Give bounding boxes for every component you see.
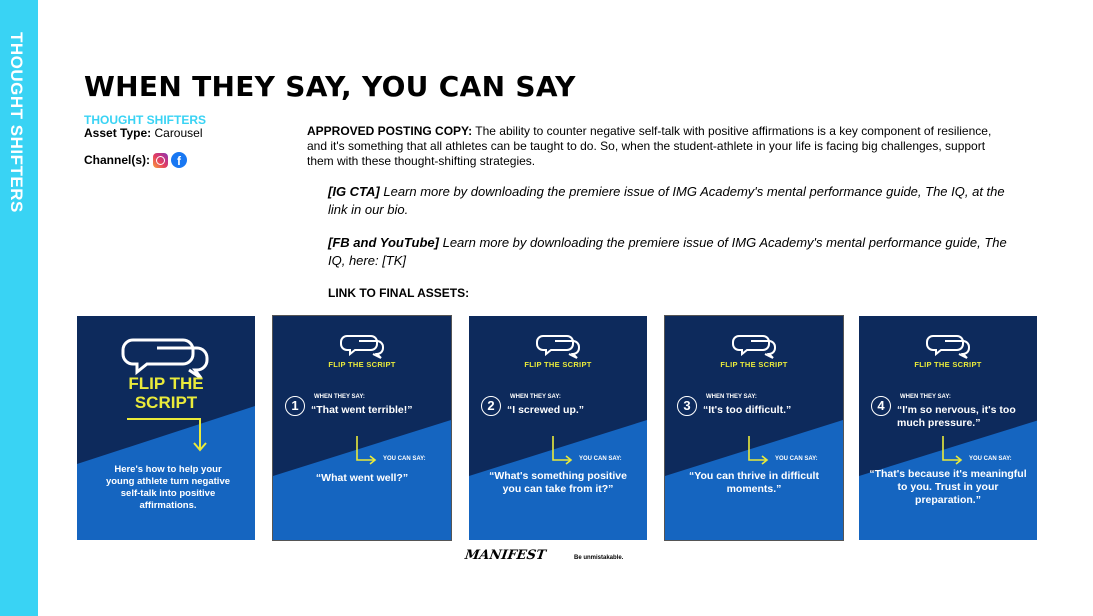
facebook-icon[interactable]: f [171, 152, 187, 168]
flip-label: FLIP THE SCRIPT [524, 360, 592, 369]
asset-type-value: Carousel [151, 126, 203, 140]
ig-cta-text: Learn more by downloading the premiere issue of IMG Academy's mental performance guide, The IQ, at the link in our bio. [328, 184, 1005, 217]
step-number: 3 [677, 396, 697, 416]
carousel-card-1 [273, 316, 451, 540]
you-can-say-label: YOU CAN SAY: [383, 456, 426, 462]
you-can-say-label: YOU CAN SAY: [775, 456, 818, 462]
fb-cta [328, 234, 1018, 270]
ig-cta-label: [IG CTA] [328, 184, 380, 199]
you-can-say-label: YOU CAN SAY: [579, 456, 622, 462]
you-say-text: “That's because it's meaningful to you. Trust in your preparation.” [869, 468, 1027, 506]
channels [84, 152, 187, 168]
you-say-text: “You can thrive in difficult moments.” [689, 470, 819, 495]
flip-label: FLIP THE SCRIPT [914, 360, 982, 369]
flip-label: FLIP THE SCRIPT [720, 360, 788, 369]
fb-cta-label: [FB and YouTube] [328, 235, 439, 250]
they-say-text: “I screwed up.” [507, 404, 585, 416]
flip-label: FLIP THE SCRIPT [328, 360, 396, 369]
you-say-text: “What's something positive you can take from it?” [489, 470, 627, 495]
when-they-say-label: WHEN THEY SAY: [706, 394, 757, 400]
ig-cta [328, 183, 1018, 219]
manifest-logo: MANIFEST [463, 548, 547, 563]
step-number: 1 [285, 396, 305, 416]
card-background [273, 316, 451, 540]
page-title: WHEN THEY SAY, YOU CAN SAY [84, 70, 576, 103]
copy-label: APPROVED POSTING COPY: [307, 124, 473, 138]
they-say-text: “It's too difficult.” [703, 404, 792, 416]
sidebar-label: THOUGHT SHIFTERS [7, 32, 26, 213]
you-say-text: “What went well?” [315, 472, 409, 484]
fb-cta-text: Learn more by downloading the premiere issue of IMG Academy's mental performance guide, The IQ, here: [TK] [328, 235, 1007, 268]
flip-heading-line1: FLIP THE [128, 374, 204, 393]
sidebar-band [0, 0, 38, 616]
card-background [665, 316, 843, 540]
flip-heading-line2: SCRIPT [134, 393, 198, 412]
when-they-say-label: WHEN THEY SAY: [900, 394, 951, 400]
you-can-say-label: YOU CAN SAY: [969, 456, 1012, 462]
when-they-say-label: WHEN THEY SAY: [510, 394, 561, 400]
page-subtitle: THOUGHT SHIFTERS [84, 113, 206, 127]
when-they-say-label: WHEN THEY SAY: [314, 394, 365, 400]
carousel-card-intro [77, 316, 255, 540]
approved-posting-copy [307, 124, 1007, 169]
carousel-card-3 [665, 316, 843, 540]
step-number: 4 [871, 396, 891, 416]
carousel-card-4 [859, 316, 1037, 540]
link-to-final-assets[interactable]: LINK TO FINAL ASSETS: [328, 286, 470, 300]
flip-heading [77, 374, 255, 412]
intro-text: Here's how to help your young athlete turn negative self-talk into positive affirmations. [105, 464, 231, 511]
asset-type [84, 126, 203, 140]
tagline: Be unmistakable. [574, 555, 624, 561]
channels-label: Channel(s): [84, 153, 150, 167]
they-say-text: “I'm so nervous, it's too much pressure.” [897, 404, 1016, 429]
they-say-text: “That went terrible!” [311, 404, 413, 416]
copy-text: The ability to counter negative self-talk with positive affirmations is a key component of resilience, and it's something that all athletes can be taught to do. So, when the student-athlete in your life is facing big challenges, support them with these thought-shifting strategies. [307, 124, 992, 168]
step-number: 2 [481, 396, 501, 416]
asset-type-label: Asset Type: [84, 126, 152, 140]
card-background [469, 316, 647, 540]
carousel-card-2 [469, 316, 647, 540]
instagram-icon[interactable] [153, 153, 168, 168]
